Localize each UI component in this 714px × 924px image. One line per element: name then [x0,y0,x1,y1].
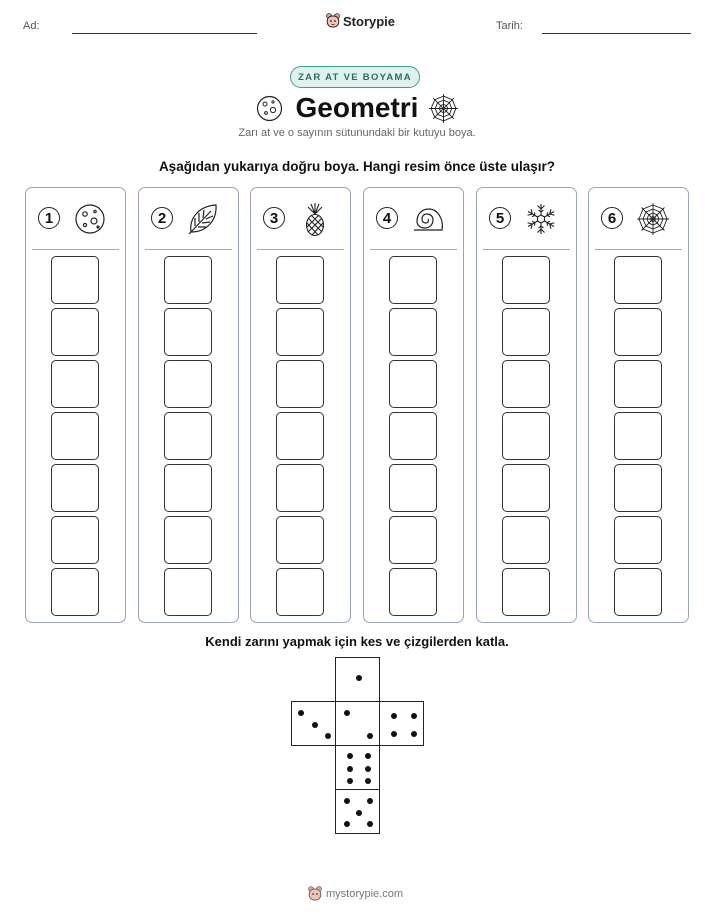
footer-url[interactable]: mystorypie.com [326,888,404,900]
column-divider [145,249,232,250]
column-header [487,202,567,238]
cut-instruction: Kendi zarını yapmak için kes ve çizgilerden katla. [205,634,509,649]
color-box[interactable] [276,360,324,408]
dice-pip [344,798,350,804]
column-header [261,202,341,238]
color-box[interactable] [164,568,212,616]
color-box[interactable] [389,412,437,460]
color-box[interactable] [51,464,99,512]
dice-face-left [291,701,336,746]
storypie-mascot-icon [326,13,340,29]
color-box[interactable] [614,360,662,408]
date-line[interactable] [542,33,691,34]
color-box[interactable] [51,256,99,304]
column-2 [138,187,239,623]
date-label: Tarih: [496,20,523,32]
dice-pip [312,722,318,728]
column-header [599,202,679,238]
dice-face-top [335,657,380,702]
dice-face-center [335,701,380,746]
dice-pip [365,778,371,784]
dice-pip [365,766,371,772]
color-box[interactable] [502,516,550,564]
dice-pip [391,731,397,737]
dice-pip [356,810,362,816]
color-box[interactable] [389,256,437,304]
storypie-mascot-icon [308,886,322,902]
color-box[interactable] [276,256,324,304]
dice-pip [298,710,304,716]
column-number: 6 [601,207,623,229]
color-box[interactable] [389,568,437,616]
color-box[interactable] [164,256,212,304]
spider-web-icon [635,202,671,236]
color-box[interactable] [276,308,324,356]
column-header [374,202,454,238]
dice-pip [344,821,350,827]
color-box[interactable] [389,360,437,408]
title-row [0,90,714,126]
color-box[interactable] [614,516,662,564]
column-number: 3 [263,207,285,229]
color-box[interactable] [502,412,550,460]
column-header [149,202,229,238]
dice-pip [391,713,397,719]
column-divider [595,249,682,250]
name-line[interactable] [72,33,257,34]
dice-face-bottom [335,789,380,834]
color-box[interactable] [276,464,324,512]
dice-pip [347,778,353,784]
color-box[interactable] [389,516,437,564]
color-box[interactable] [502,568,550,616]
color-box[interactable] [276,516,324,564]
column-6 [588,187,689,623]
column-number: 4 [376,207,398,229]
dice-pip [347,766,353,772]
column-divider [32,249,119,250]
color-box[interactable] [502,256,550,304]
color-box[interactable] [614,568,662,616]
shell-icon [410,202,446,236]
brand-logo [326,13,395,29]
color-box[interactable] [389,464,437,512]
color-box[interactable] [614,464,662,512]
dice-pip [365,753,371,759]
spider-web-icon [428,93,459,124]
footer [308,886,403,902]
column-number: 2 [151,207,173,229]
color-box[interactable] [389,308,437,356]
column-4 [363,187,464,623]
color-box[interactable] [276,568,324,616]
column-1 [25,187,126,623]
color-box[interactable] [502,308,550,356]
dice-face-lower [335,745,380,790]
column-number: 5 [489,207,511,229]
color-box[interactable] [51,412,99,460]
color-box[interactable] [276,412,324,460]
column-divider [257,249,344,250]
column-3 [250,187,351,623]
pineapple-icon [297,202,333,236]
brand-name: Storypie [343,13,396,29]
color-box[interactable] [614,256,662,304]
moon-icon [72,202,108,236]
dice-pip [367,733,373,739]
color-box[interactable] [502,360,550,408]
activity-pill: ZAR AT VE BOYAMA [290,66,420,88]
subtitle: Zarı at ve o sayının sütunundaki bir kutuyu boya. [238,127,476,139]
color-box[interactable] [164,464,212,512]
column-number: 1 [38,207,60,229]
color-box[interactable] [164,360,212,408]
dice-pip [367,821,373,827]
dice-pip [325,733,331,739]
color-box[interactable] [164,412,212,460]
dice-pip [411,731,417,737]
dice-pip [344,710,350,716]
dice-pip [367,798,373,804]
color-box[interactable] [164,516,212,564]
name-label: Ad: [23,20,40,32]
color-box[interactable] [51,308,99,356]
color-box[interactable] [164,308,212,356]
instruction: Aşağıdan yukarıya doğru boya. Hangi resim önce üste ulaşır? [158,159,556,174]
snowflake-icon [523,202,559,236]
column-divider [483,249,570,250]
dice-face-right [379,701,424,746]
dice-pip [347,753,353,759]
column-header [36,202,116,238]
color-box[interactable] [51,568,99,616]
color-box[interactable] [614,412,662,460]
column-divider [370,249,457,250]
dice-pip [411,713,417,719]
leaf-icon [185,202,221,236]
dice-pip [356,675,362,681]
color-box[interactable] [51,516,99,564]
column-5 [476,187,577,623]
color-box[interactable] [614,308,662,356]
color-box[interactable] [502,464,550,512]
page-title: Geometri [295,92,419,123]
color-box[interactable] [51,360,99,408]
